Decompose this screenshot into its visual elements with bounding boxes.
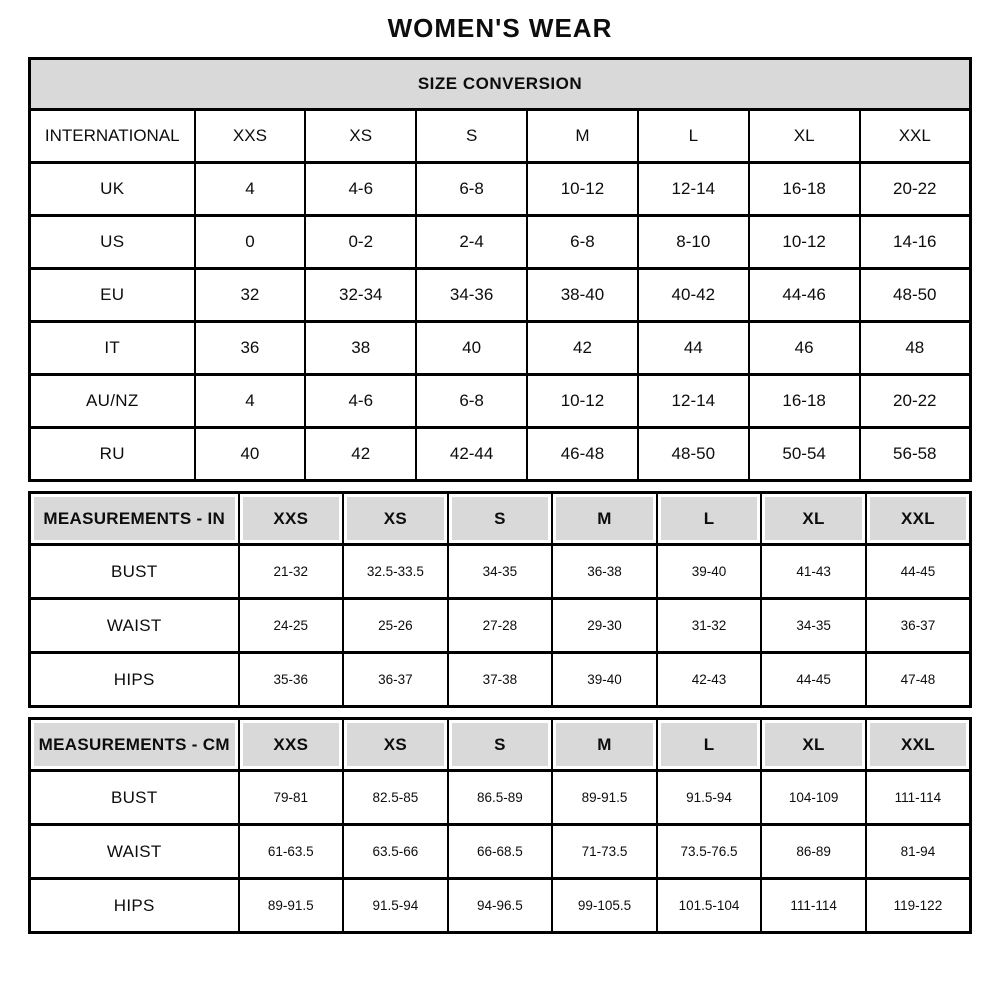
table-row-waist-cm — [30, 825, 971, 879]
value-cell: 12-14 — [638, 375, 749, 428]
value-cell: 38-40 — [527, 269, 638, 322]
table-row-bust-cm — [30, 771, 971, 825]
value-cell: 34-36 — [416, 269, 527, 322]
value-cell: 4-6 — [305, 163, 416, 216]
value-cell: 111-114 — [866, 771, 971, 825]
value-cell: 2-4 — [416, 216, 527, 269]
value-cell: 94-96.5 — [448, 879, 553, 933]
value-cell: 111-114 — [761, 879, 866, 933]
value-cell: 8-10 — [638, 216, 749, 269]
header-cell-s: S — [416, 110, 527, 163]
value-cell: 86.5-89 — [448, 771, 553, 825]
row-label: EU — [30, 269, 195, 322]
value-cell: 46 — [749, 322, 860, 375]
value-cell: 42-43 — [657, 653, 762, 707]
value-cell: 25-26 — [343, 599, 448, 653]
header-cell-l: L — [657, 493, 762, 545]
value-cell: 66-68.5 — [448, 825, 553, 879]
value-cell: 44-45 — [761, 653, 866, 707]
value-cell: 37-38 — [448, 653, 553, 707]
value-cell: 32 — [195, 269, 306, 322]
table-header-row — [30, 493, 971, 545]
value-cell: 48-50 — [638, 428, 749, 481]
header-cell-xxl: XXL — [866, 719, 971, 771]
value-cell: 6-8 — [527, 216, 638, 269]
row-label: UK — [30, 163, 195, 216]
row-label: BUST — [30, 545, 239, 599]
table-row-us — [30, 216, 971, 269]
table-header-row — [30, 110, 971, 163]
value-cell: 29-30 — [552, 599, 657, 653]
table-header-row — [30, 719, 971, 771]
header-cell-xl: XL — [761, 719, 866, 771]
header-cell-s: S — [448, 719, 553, 771]
value-cell: 0 — [195, 216, 306, 269]
value-cell: 35-36 — [239, 653, 344, 707]
table-row-eu — [30, 269, 971, 322]
value-cell: 10-12 — [527, 375, 638, 428]
value-cell: 50-54 — [749, 428, 860, 481]
table-row-aunz — [30, 375, 971, 428]
value-cell: 71-73.5 — [552, 825, 657, 879]
value-cell: 47-48 — [866, 653, 971, 707]
value-cell: 86-89 — [761, 825, 866, 879]
value-cell: 42-44 — [416, 428, 527, 481]
measurements-cm-header: MEASUREMENTS - CM — [30, 719, 239, 771]
value-cell: 42 — [527, 322, 638, 375]
value-cell: 79-81 — [239, 771, 344, 825]
value-cell: 91.5-94 — [657, 771, 762, 825]
value-cell: 48-50 — [860, 269, 971, 322]
header-cell-s: S — [448, 493, 553, 545]
value-cell: 10-12 — [749, 216, 860, 269]
header-cell-l: L — [657, 719, 762, 771]
row-label: RU — [30, 428, 195, 481]
value-cell: 101.5-104 — [657, 879, 762, 933]
value-cell: 44-45 — [866, 545, 971, 599]
row-label: WAIST — [30, 825, 239, 879]
value-cell: 41-43 — [761, 545, 866, 599]
page-title: WOMEN'S WEAR — [387, 13, 613, 43]
table-row-bust-in — [30, 545, 971, 599]
value-cell: 32-34 — [305, 269, 416, 322]
header-cell-xl: XL — [749, 110, 860, 163]
value-cell: 44 — [638, 322, 749, 375]
header-cell-xxs: XXS — [195, 110, 306, 163]
value-cell: 4-6 — [305, 375, 416, 428]
value-cell: 27-28 — [448, 599, 553, 653]
value-cell: 16-18 — [749, 375, 860, 428]
header-cell-xs: XS — [343, 719, 448, 771]
header-cell-m: M — [552, 493, 657, 545]
value-cell: 38 — [305, 322, 416, 375]
value-cell: 36-38 — [552, 545, 657, 599]
table-row-ru — [30, 428, 971, 481]
row-label: HIPS — [30, 653, 239, 707]
header-cell-m: M — [527, 110, 638, 163]
value-cell: 48 — [860, 322, 971, 375]
value-cell: 36-37 — [343, 653, 448, 707]
size-conversion-header: SIZE CONVERSION — [30, 59, 971, 110]
row-label: AU/NZ — [30, 375, 195, 428]
header-cell-xxl: XXL — [860, 110, 971, 163]
value-cell: 99-105.5 — [552, 879, 657, 933]
value-cell: 61-63.5 — [239, 825, 344, 879]
header-cell-xs: XS — [343, 493, 448, 545]
measurements-cm-table — [28, 717, 972, 934]
header-cell-l: L — [638, 110, 749, 163]
row-label: BUST — [30, 771, 239, 825]
value-cell: 6-8 — [416, 163, 527, 216]
value-cell: 32.5-33.5 — [343, 545, 448, 599]
value-cell: 40-42 — [638, 269, 749, 322]
value-cell: 0-2 — [305, 216, 416, 269]
value-cell: 16-18 — [749, 163, 860, 216]
value-cell: 34-35 — [761, 599, 866, 653]
value-cell: 24-25 — [239, 599, 344, 653]
value-cell: 46-48 — [527, 428, 638, 481]
table-row-uk — [30, 163, 971, 216]
value-cell: 81-94 — [866, 825, 971, 879]
value-cell: 4 — [195, 375, 306, 428]
header-cell-m: M — [552, 719, 657, 771]
value-cell: 31-32 — [657, 599, 762, 653]
value-cell: 63.5-66 — [343, 825, 448, 879]
value-cell: 73.5-76.5 — [657, 825, 762, 879]
row-label: IT — [30, 322, 195, 375]
value-cell: 91.5-94 — [343, 879, 448, 933]
header-cell-xxs: XXS — [239, 493, 344, 545]
value-cell: 40 — [416, 322, 527, 375]
value-cell: 40 — [195, 428, 306, 481]
header-cell-xl: XL — [761, 493, 866, 545]
value-cell: 21-32 — [239, 545, 344, 599]
row-label: HIPS — [30, 879, 239, 933]
value-cell: 20-22 — [860, 163, 971, 216]
header-cell-xxs: XXS — [239, 719, 344, 771]
value-cell: 42 — [305, 428, 416, 481]
value-cell: 82.5-85 — [343, 771, 448, 825]
value-cell: 119-122 — [866, 879, 971, 933]
table-row-it — [30, 322, 971, 375]
measurements-in-header: MEASUREMENTS - IN — [30, 493, 239, 545]
row-label: US — [30, 216, 195, 269]
measurements-in-table — [28, 491, 972, 708]
row-label: WAIST — [30, 599, 239, 653]
value-cell: 89-91.5 — [552, 771, 657, 825]
value-cell: 4 — [195, 163, 306, 216]
value-cell: 44-46 — [749, 269, 860, 322]
value-cell: 6-8 — [416, 375, 527, 428]
table-caption-row — [30, 59, 971, 110]
value-cell: 20-22 — [860, 375, 971, 428]
header-cell-xs: XS — [305, 110, 416, 163]
header-cell-international: INTERNATIONAL — [30, 110, 195, 163]
value-cell: 89-91.5 — [239, 879, 344, 933]
header-cell-xxl: XXL — [866, 493, 971, 545]
value-cell: 36-37 — [866, 599, 971, 653]
value-cell: 10-12 — [527, 163, 638, 216]
value-cell: 36 — [195, 322, 306, 375]
value-cell: 12-14 — [638, 163, 749, 216]
size-conversion-table — [28, 57, 972, 482]
table-row-hips-in — [30, 653, 971, 707]
table-row-hips-cm — [30, 879, 971, 933]
table-row-waist-in — [30, 599, 971, 653]
value-cell: 56-58 — [860, 428, 971, 481]
value-cell: 14-16 — [860, 216, 971, 269]
value-cell: 39-40 — [657, 545, 762, 599]
value-cell: 39-40 — [552, 653, 657, 707]
value-cell: 104-109 — [761, 771, 866, 825]
value-cell: 34-35 — [448, 545, 553, 599]
